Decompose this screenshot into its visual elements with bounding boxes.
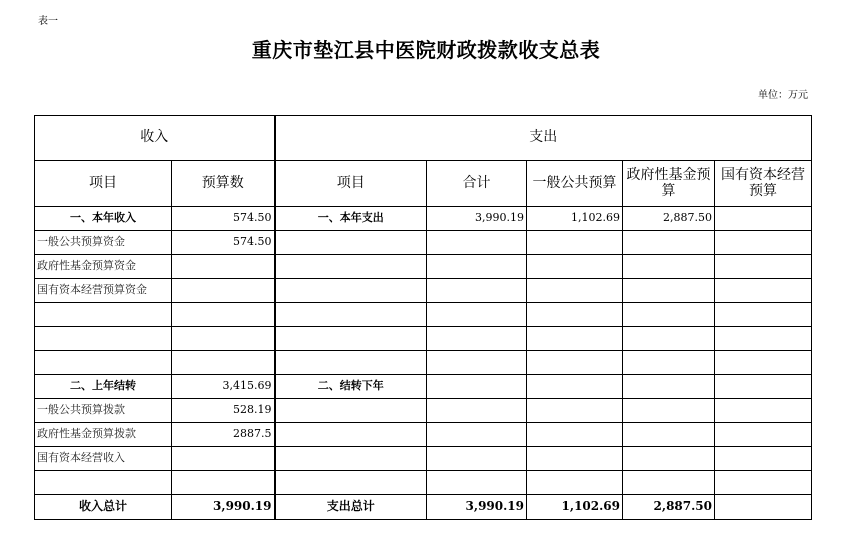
table-row	[35, 471, 812, 495]
expense-item-cell	[275, 231, 427, 255]
income-item-cell: 二、上年结转	[35, 375, 172, 399]
table-row	[35, 207, 812, 231]
general-budget-header: 一般公共预算	[527, 161, 623, 207]
table-row	[35, 255, 812, 279]
expense-fund-cell	[623, 423, 715, 447]
table-row	[35, 447, 812, 471]
expense-general-cell	[527, 231, 623, 255]
expense-capital-cell	[715, 255, 812, 279]
income-item-cell	[35, 327, 172, 351]
income-value-cell	[172, 471, 275, 495]
income-value-cell	[172, 279, 275, 303]
unit-label: 单位：万元	[758, 90, 808, 101]
expense-capital-cell	[715, 375, 812, 399]
expense-capital-cell	[715, 351, 812, 375]
income-header: 收入	[35, 116, 275, 161]
expense-fund-cell	[623, 303, 715, 327]
expense-item-cell	[275, 447, 427, 471]
expense-total-cell	[427, 279, 527, 303]
expense-general-cell	[527, 471, 623, 495]
expense-fund-cell	[623, 375, 715, 399]
income-total-label: 收入总计	[35, 495, 172, 520]
expense-fund-cell	[623, 279, 715, 303]
expense-fund-cell	[623, 399, 715, 423]
income-item-cell: 一般公共预算资金	[35, 231, 172, 255]
expense-total-cell	[427, 255, 527, 279]
expense-fund-cell	[623, 447, 715, 471]
expense-total-capital	[715, 495, 812, 520]
expense-general-cell	[527, 375, 623, 399]
expense-total-cell	[427, 231, 527, 255]
income-item-cell: 一、本年收入	[35, 207, 172, 231]
expense-item-header: 项目	[275, 161, 427, 207]
expense-total-cell	[427, 423, 527, 447]
expense-general-cell	[527, 327, 623, 351]
income-value-cell: 2887.5	[172, 423, 275, 447]
expense-capital-cell	[715, 327, 812, 351]
expense-capital-cell	[715, 399, 812, 423]
expense-total-cell	[427, 471, 527, 495]
expense-item-cell	[275, 303, 427, 327]
expense-fund-cell	[623, 351, 715, 375]
expense-total-cell	[427, 303, 527, 327]
expense-total-cell	[427, 399, 527, 423]
gov-fund-header: 政府性基金预算	[623, 161, 715, 207]
expense-item-cell	[275, 471, 427, 495]
expense-total-general: 1,102.69	[527, 495, 623, 520]
expense-total-cell	[427, 327, 527, 351]
expense-capital-cell	[715, 303, 812, 327]
expense-item-cell	[275, 327, 427, 351]
table-label: 表一	[38, 16, 58, 27]
expense-general-cell	[527, 423, 623, 447]
income-value-cell	[172, 303, 275, 327]
expense-fund-cell: 2,887.50	[623, 207, 715, 231]
expense-capital-cell	[715, 231, 812, 255]
expense-total-value: 3,990.19	[427, 495, 527, 520]
expense-item-cell	[275, 255, 427, 279]
income-item-cell	[35, 303, 172, 327]
income-budget-header: 预算数	[172, 161, 275, 207]
income-total-value: 3,990.19	[172, 495, 275, 520]
table-body	[35, 207, 812, 495]
income-item-header: 项目	[35, 161, 172, 207]
expense-total-cell	[427, 351, 527, 375]
table-row	[35, 375, 812, 399]
fiscal-summary-table	[34, 115, 812, 520]
income-value-cell: 3,415.69	[172, 375, 275, 399]
expense-fund-cell	[623, 471, 715, 495]
expense-total-label: 支出总计	[275, 495, 427, 520]
expense-item-cell	[275, 399, 427, 423]
table-row	[35, 303, 812, 327]
expense-fund-cell	[623, 231, 715, 255]
expense-total-cell	[427, 375, 527, 399]
expense-general-cell	[527, 279, 623, 303]
income-value-cell	[172, 255, 275, 279]
expense-total-fund: 2,887.50	[623, 495, 715, 520]
income-value-cell: 574.50	[172, 231, 275, 255]
income-item-cell: 国有资本经营收入	[35, 447, 172, 471]
table-row	[35, 351, 812, 375]
income-item-cell	[35, 471, 172, 495]
expense-capital-cell	[715, 207, 812, 231]
expense-capital-cell	[715, 279, 812, 303]
expense-item-cell: 二、结转下年	[275, 375, 427, 399]
expense-item-cell: 一、本年支出	[275, 207, 427, 231]
expense-capital-cell	[715, 447, 812, 471]
income-value-cell	[172, 351, 275, 375]
expense-header: 支出	[275, 116, 812, 161]
document-title: 重庆市垫江县中医院财政拨款收支总表	[251, 38, 601, 62]
state-capital-header: 国有资本经营预算	[715, 161, 812, 207]
expense-total-cell	[427, 447, 527, 471]
table-row	[35, 423, 812, 447]
income-value-cell: 528.19	[172, 399, 275, 423]
expense-capital-cell	[715, 471, 812, 495]
expense-general-cell	[527, 255, 623, 279]
income-item-cell: 政府性基金预算拨款	[35, 423, 172, 447]
table-row	[35, 327, 812, 351]
income-value-cell: 574.50	[172, 207, 275, 231]
expense-item-cell	[275, 279, 427, 303]
expense-general-cell	[527, 351, 623, 375]
expense-total-cell: 3,990.19	[427, 207, 527, 231]
expense-fund-cell	[623, 255, 715, 279]
expense-general-cell	[527, 303, 623, 327]
income-item-cell: 国有资本经营预算资金	[35, 279, 172, 303]
expense-fund-cell	[623, 327, 715, 351]
expense-item-cell	[275, 423, 427, 447]
expense-item-cell	[275, 351, 427, 375]
income-item-cell: 政府性基金预算资金	[35, 255, 172, 279]
expense-capital-cell	[715, 423, 812, 447]
expense-total-header: 合计	[427, 161, 527, 207]
expense-general-cell	[527, 447, 623, 471]
income-item-cell	[35, 351, 172, 375]
income-value-cell	[172, 447, 275, 471]
table-row	[35, 399, 812, 423]
income-value-cell	[172, 327, 275, 351]
table-row	[35, 231, 812, 255]
expense-general-cell	[527, 399, 623, 423]
income-item-cell: 一般公共预算拨款	[35, 399, 172, 423]
expense-general-cell: 1,102.69	[527, 207, 623, 231]
table-row	[35, 279, 812, 303]
